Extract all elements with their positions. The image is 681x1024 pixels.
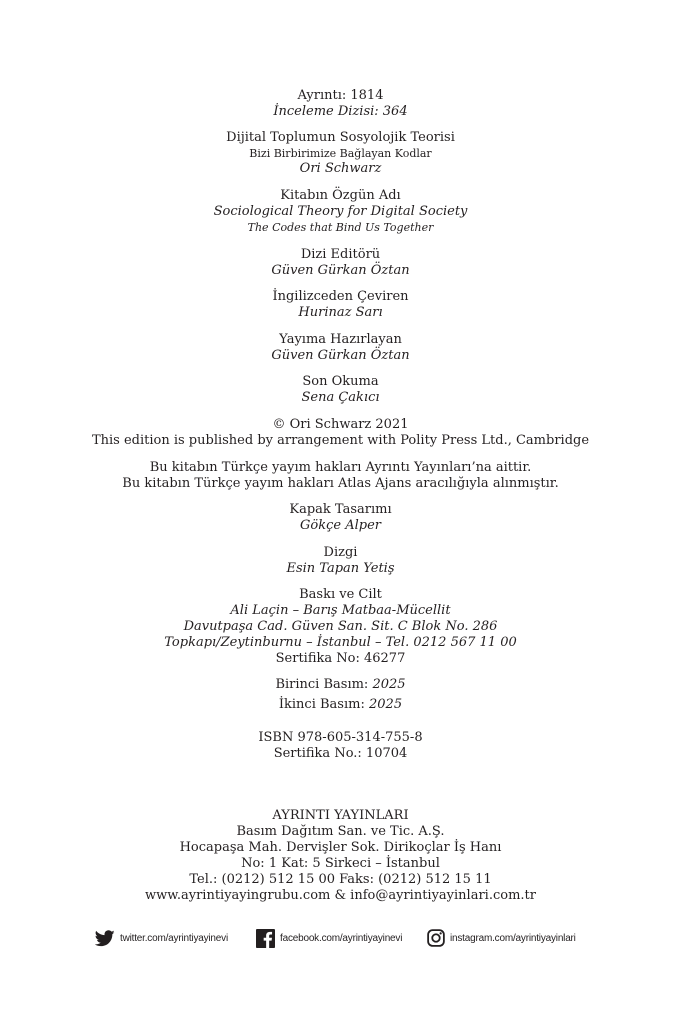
printing-label: Baskı ve Cilt xyxy=(299,587,382,602)
typesetting-label: Dizgi xyxy=(323,545,358,560)
publisher-address-2: No: 1 Kat: 5 Sirkeci – İstanbul xyxy=(241,856,440,871)
translator-name: Hurinaz Sarı xyxy=(298,305,383,320)
second-edition-year: 2025 xyxy=(369,697,403,712)
book-subtitle: Bizi Birbirimize Bağlayan Kodlar xyxy=(249,147,432,160)
publisher-web[interactable]: www.ayrintiyayingrubu.com & info@ayrintiyayinlari.com.tr xyxy=(145,888,536,903)
printing-address: Davutpaşa Cad. Güven San. Sit. C Blok No. 286 xyxy=(183,619,498,634)
cover-design-name: Gökçe Alper xyxy=(300,518,381,533)
twitter-handle: twitter.com/ayrintiyayinevi xyxy=(120,932,228,944)
series-editor-label: Dizi Editörü xyxy=(300,247,381,262)
facebook-link[interactable] xyxy=(256,926,402,950)
original-title: Sociological Theory for Digital Society xyxy=(213,204,468,219)
publisher-company: Basım Dağıtım San. ve Tic. A.Ş. xyxy=(236,824,445,839)
instagram-icon xyxy=(427,929,445,947)
series-editor-block xyxy=(0,247,681,279)
translator-block xyxy=(0,289,681,321)
rights-block xyxy=(0,460,681,492)
twitter-icon xyxy=(95,930,115,947)
prepared-by-label: Yayıma Hazırlayan xyxy=(279,332,402,347)
printing-block xyxy=(0,587,681,667)
original-title-block xyxy=(0,188,681,235)
publisher-name: AYRINTI YAYINLARI xyxy=(272,808,409,823)
typesetting-name: Esin Tapan Yetiş xyxy=(286,561,395,576)
publisher-address-1: Hocapaşa Mah. Dervişler Sok. Dirikoçlar İş Hanı xyxy=(179,840,502,855)
book-title: Dijital Toplumun Sosyolojik Teorisi xyxy=(226,130,455,145)
book-info xyxy=(0,130,681,177)
series-number: Ayrıntı: 1814 xyxy=(297,88,384,103)
editions-block xyxy=(0,677,681,713)
rights-line-2: Bu kitabın Türkçe yayım hakları Atlas Ajans aracılığıyla alınmıştır. xyxy=(122,476,559,491)
proofreading-block xyxy=(0,374,681,406)
social-links xyxy=(0,926,681,950)
original-title-label: Kitabın Özgün Adı xyxy=(280,188,401,203)
printing-location: Topkapı/Zeytinburnu – İstanbul – Tel. 0212 567 11 00 xyxy=(164,635,517,650)
first-edition-year: 2025 xyxy=(372,677,406,692)
printing-company: Ali Laçin – Barış Matbaa-Mücellit xyxy=(230,603,451,618)
copyright-block xyxy=(0,417,681,449)
instagram-handle: instagram.com/ayrintiyayinlari xyxy=(450,932,576,944)
first-edition-label: Birinci Basım: xyxy=(275,677,369,692)
proofreading-name: Sena Çakıcı xyxy=(301,390,380,405)
rights-line-1: Bu kitabın Türkçe yayım hakları Ayrıntı Yayınları’na aittir. xyxy=(149,460,532,475)
typesetting-block xyxy=(0,545,681,577)
second-edition xyxy=(0,697,681,713)
translator-label: İngilizceden Çeviren xyxy=(272,289,409,304)
prepared-by-name: Güven Gürkan Öztan xyxy=(271,348,410,363)
facebook-handle: facebook.com/ayrintiyayinevi xyxy=(280,932,403,944)
isbn-block xyxy=(0,730,681,762)
instagram-link[interactable] xyxy=(427,926,576,950)
publisher-phone: Tel.: (0212) 512 15 00 Faks: (0212) 512 15 11 xyxy=(189,872,492,887)
edition-arrangement: This edition is published by arrangement with Polity Press Ltd., Cambridge xyxy=(91,433,590,448)
series-info xyxy=(0,88,681,120)
copyright-line: © Ori Schwarz 2021 xyxy=(272,417,409,432)
prepared-by-block xyxy=(0,332,681,364)
original-subtitle: The Codes that Bind Us Together xyxy=(247,221,434,234)
publisher-block xyxy=(0,808,681,904)
facebook-icon xyxy=(256,929,275,948)
isbn-certificate: Sertifika No.: 10704 xyxy=(273,746,408,761)
first-edition xyxy=(0,677,681,693)
series-subnumber: İnceleme Dizisi: 364 xyxy=(273,104,408,119)
isbn: ISBN 978-605-314-755-8 xyxy=(258,730,423,745)
cover-design-label: Kapak Tasarımı xyxy=(289,502,392,517)
cover-design-block xyxy=(0,502,681,534)
printing-certificate: Sertifika No: 46277 xyxy=(275,651,406,666)
series-editor-name: Güven Gürkan Öztan xyxy=(271,263,410,278)
twitter-link[interactable] xyxy=(95,926,228,950)
proofreading-label: Son Okuma xyxy=(302,374,379,389)
book-author: Ori Schwarz xyxy=(299,161,382,176)
second-edition-label: İkinci Basım: xyxy=(278,697,365,712)
